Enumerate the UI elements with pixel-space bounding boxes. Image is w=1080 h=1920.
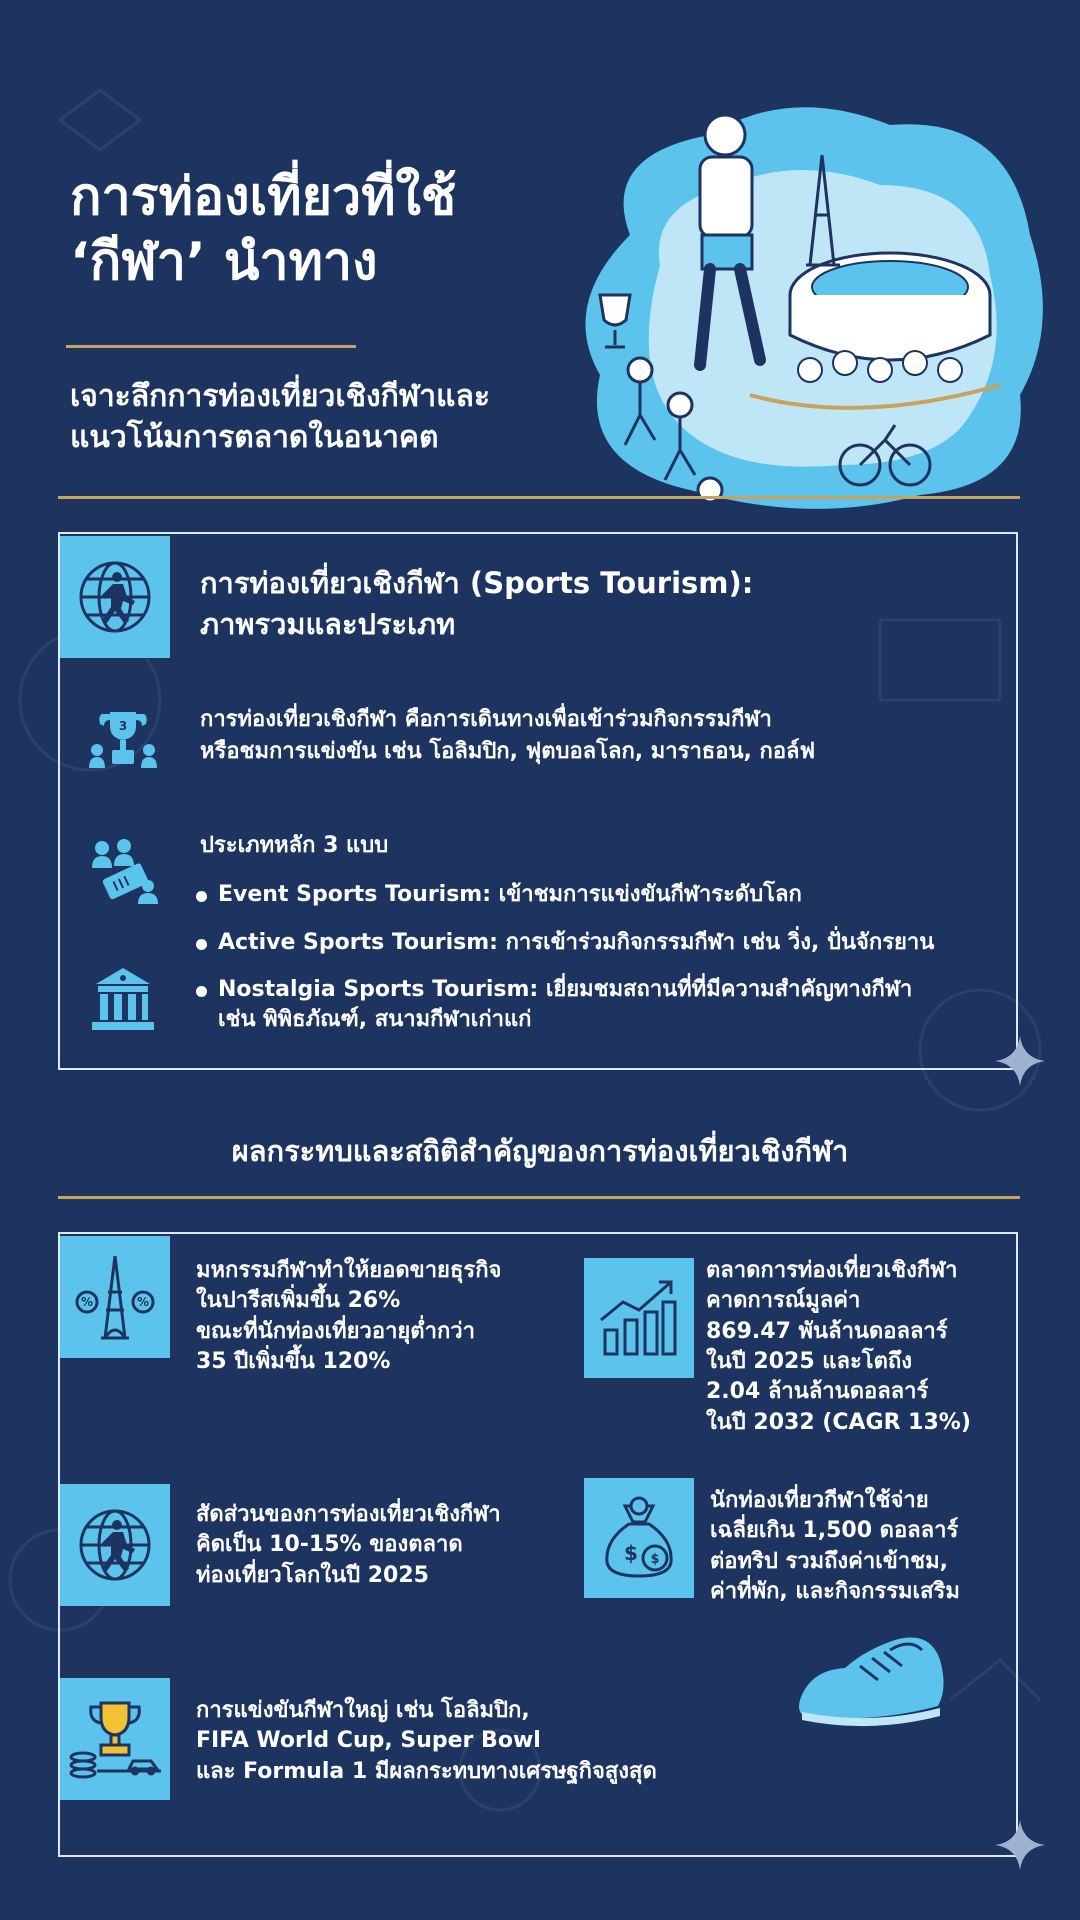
svg-text:$: $ [650, 1552, 660, 1567]
svg-text:3: 3 [118, 719, 128, 733]
stat-line: และ Formula 1 มีผลกระทบทางเศรษฐกิจสูงสุด [196, 1758, 657, 1784]
stat-line: ขณะที่นักท่องเที่ยวอายุต่ำกว่า [196, 1318, 475, 1344]
definition-line: การท่องเที่ยวเชิงกีฬา คือการเดินทางเพื่อเข้าร่วมกิจกรรมกีฬา [200, 707, 772, 732]
growth-chart-icon [597, 1276, 681, 1360]
stat-paris-text [196, 1256, 576, 1377]
stat-events-text [196, 1696, 756, 1787]
stat-line: เฉลี่ยเกิน 1,500 ดอลลาร์ [710, 1518, 959, 1544]
stat-line: การแข่งขันกีฬาใหญ่ เช่น โอลิมปิก, [196, 1698, 530, 1723]
stat-spending-text [710, 1486, 1010, 1607]
stat-line: นักท่องเที่ยวกีฬาใช้จ่าย [710, 1488, 929, 1513]
page-subtitle-line: แนวโน้มการตลาดในอนาคต [70, 419, 439, 455]
overview-heading-line: การท่องเที่ยวเชิงกีฬา (Sports Tourism): [200, 566, 754, 600]
sneaker-icon [790, 1630, 950, 1740]
type-item-line: เช่น พิพิธภัณฑ์, สนามกีฬาเก่าแก่ [218, 1007, 532, 1033]
stat-line: มหกรรมกีฬาทำให้ยอดขายธุรกิจ [196, 1258, 502, 1283]
svg-text:$: $ [624, 1541, 638, 1565]
trophy-people-icon [88, 706, 158, 776]
trophy-coins-car-icon [67, 1699, 163, 1779]
stat-line: FIFA World Cup, Super Bowl [196, 1728, 541, 1754]
overview-definition [200, 704, 980, 768]
stat-share-icon-box [60, 1484, 170, 1606]
stat-line: ในปารีสเพิ่มขึ้น 26% [196, 1288, 401, 1314]
sparkle-icon [995, 1036, 1045, 1086]
stat-market-text [706, 1256, 1006, 1438]
type-item-line: Active Sports Tourism: การเข้าร่วมกิจกรรมกีฬา เช่น วิ่ง, ปั่นจักรยาน [218, 929, 935, 955]
people-ticket-icon [88, 836, 158, 906]
globe-runner-icon [75, 1505, 155, 1585]
type-item-active [196, 928, 996, 958]
stat-line: คาดการณ์มูลค่า [706, 1288, 861, 1314]
stat-paris-icon-box [60, 1236, 170, 1358]
overview-heading-line: ภาพรวมและประเภท [200, 606, 456, 641]
stat-line: ค่าที่พัก, และกิจกรรมเสริม [710, 1579, 960, 1605]
stat-line: 2.04 ล้านล้านดอลลาร์ [706, 1379, 929, 1405]
overview-heading [200, 563, 960, 644]
page-title-line: ‘กีฬา’ นำทาง [70, 232, 378, 292]
impact-title: ผลกระทบและสถิติสำคัญของการท่องเที่ยวเชิงกีฬา [231, 1134, 849, 1168]
type-item-event [196, 880, 996, 910]
title-divider [66, 345, 356, 348]
impact-divider [58, 1196, 1020, 1199]
sparkle-icon [995, 1820, 1045, 1870]
page-title [70, 165, 590, 295]
svg-text:%: % [80, 1295, 94, 1309]
stat-line: ท่องเที่ยวโลกในปี 2025 [196, 1562, 429, 1588]
stat-line: ในปี 2032 (CAGR 13%) [706, 1409, 971, 1435]
page-title-line: การท่องเที่ยวที่ใช้ [70, 167, 457, 227]
stat-line: สัดส่วนของการท่องเที่ยวเชิงกีฬา [196, 1502, 501, 1527]
svg-text:%: % [136, 1295, 150, 1309]
overview-icon-box [60, 536, 170, 658]
stat-line: ในปี 2025 และโตถึง [706, 1349, 912, 1375]
stat-line: ตลาดการท่องเที่ยวเชิงกีฬา [706, 1258, 958, 1283]
eiffel-percent-icon [75, 1252, 155, 1342]
page-subtitle-line: เจาะลึกการท่องเที่ยวเชิงกีฬาและ [70, 379, 490, 414]
stat-line: 869.47 พันล้านดอลลาร์ [706, 1318, 948, 1344]
stat-line: 35 ปีเพิ่มขึ้น 120% [196, 1349, 391, 1375]
stat-spending-icon-box [584, 1478, 694, 1598]
page-subtitle [70, 377, 570, 458]
money-bag-icon [599, 1496, 679, 1580]
header-divider [58, 496, 1020, 499]
type-item-line: Nostalgia Sports Tourism: เยี่ยมชมสถานที่ที่มีความสำคัญทางกีฬา [218, 977, 913, 1003]
stat-events-icon-box [60, 1678, 170, 1800]
stat-line: ต่อทริป รวมถึงค่าเข้าชม, [710, 1548, 948, 1574]
stat-share-text [196, 1500, 576, 1591]
type-item-nostalgia [196, 975, 996, 1034]
types-heading: ประเภทหลัก 3 แบบ [200, 833, 389, 858]
stat-line: คิดเป็น 10-15% ของตลาด [196, 1532, 463, 1558]
type-item-line: Event Sports Tourism: เข้าชมการแข่งขันกีฬาระดับโลก [218, 882, 802, 907]
types-list [196, 880, 996, 1053]
stat-market-icon-box [584, 1258, 694, 1378]
globe-runner-icon [75, 557, 155, 637]
museum-icon [88, 966, 158, 1036]
sports-tourism-illustration [560, 95, 1060, 525]
definition-line: หรือชมการแข่งขัน เช่น โอลิมปิก, ฟุตบอลโลก, มาราธอน, กอล์ฟ [200, 738, 816, 764]
